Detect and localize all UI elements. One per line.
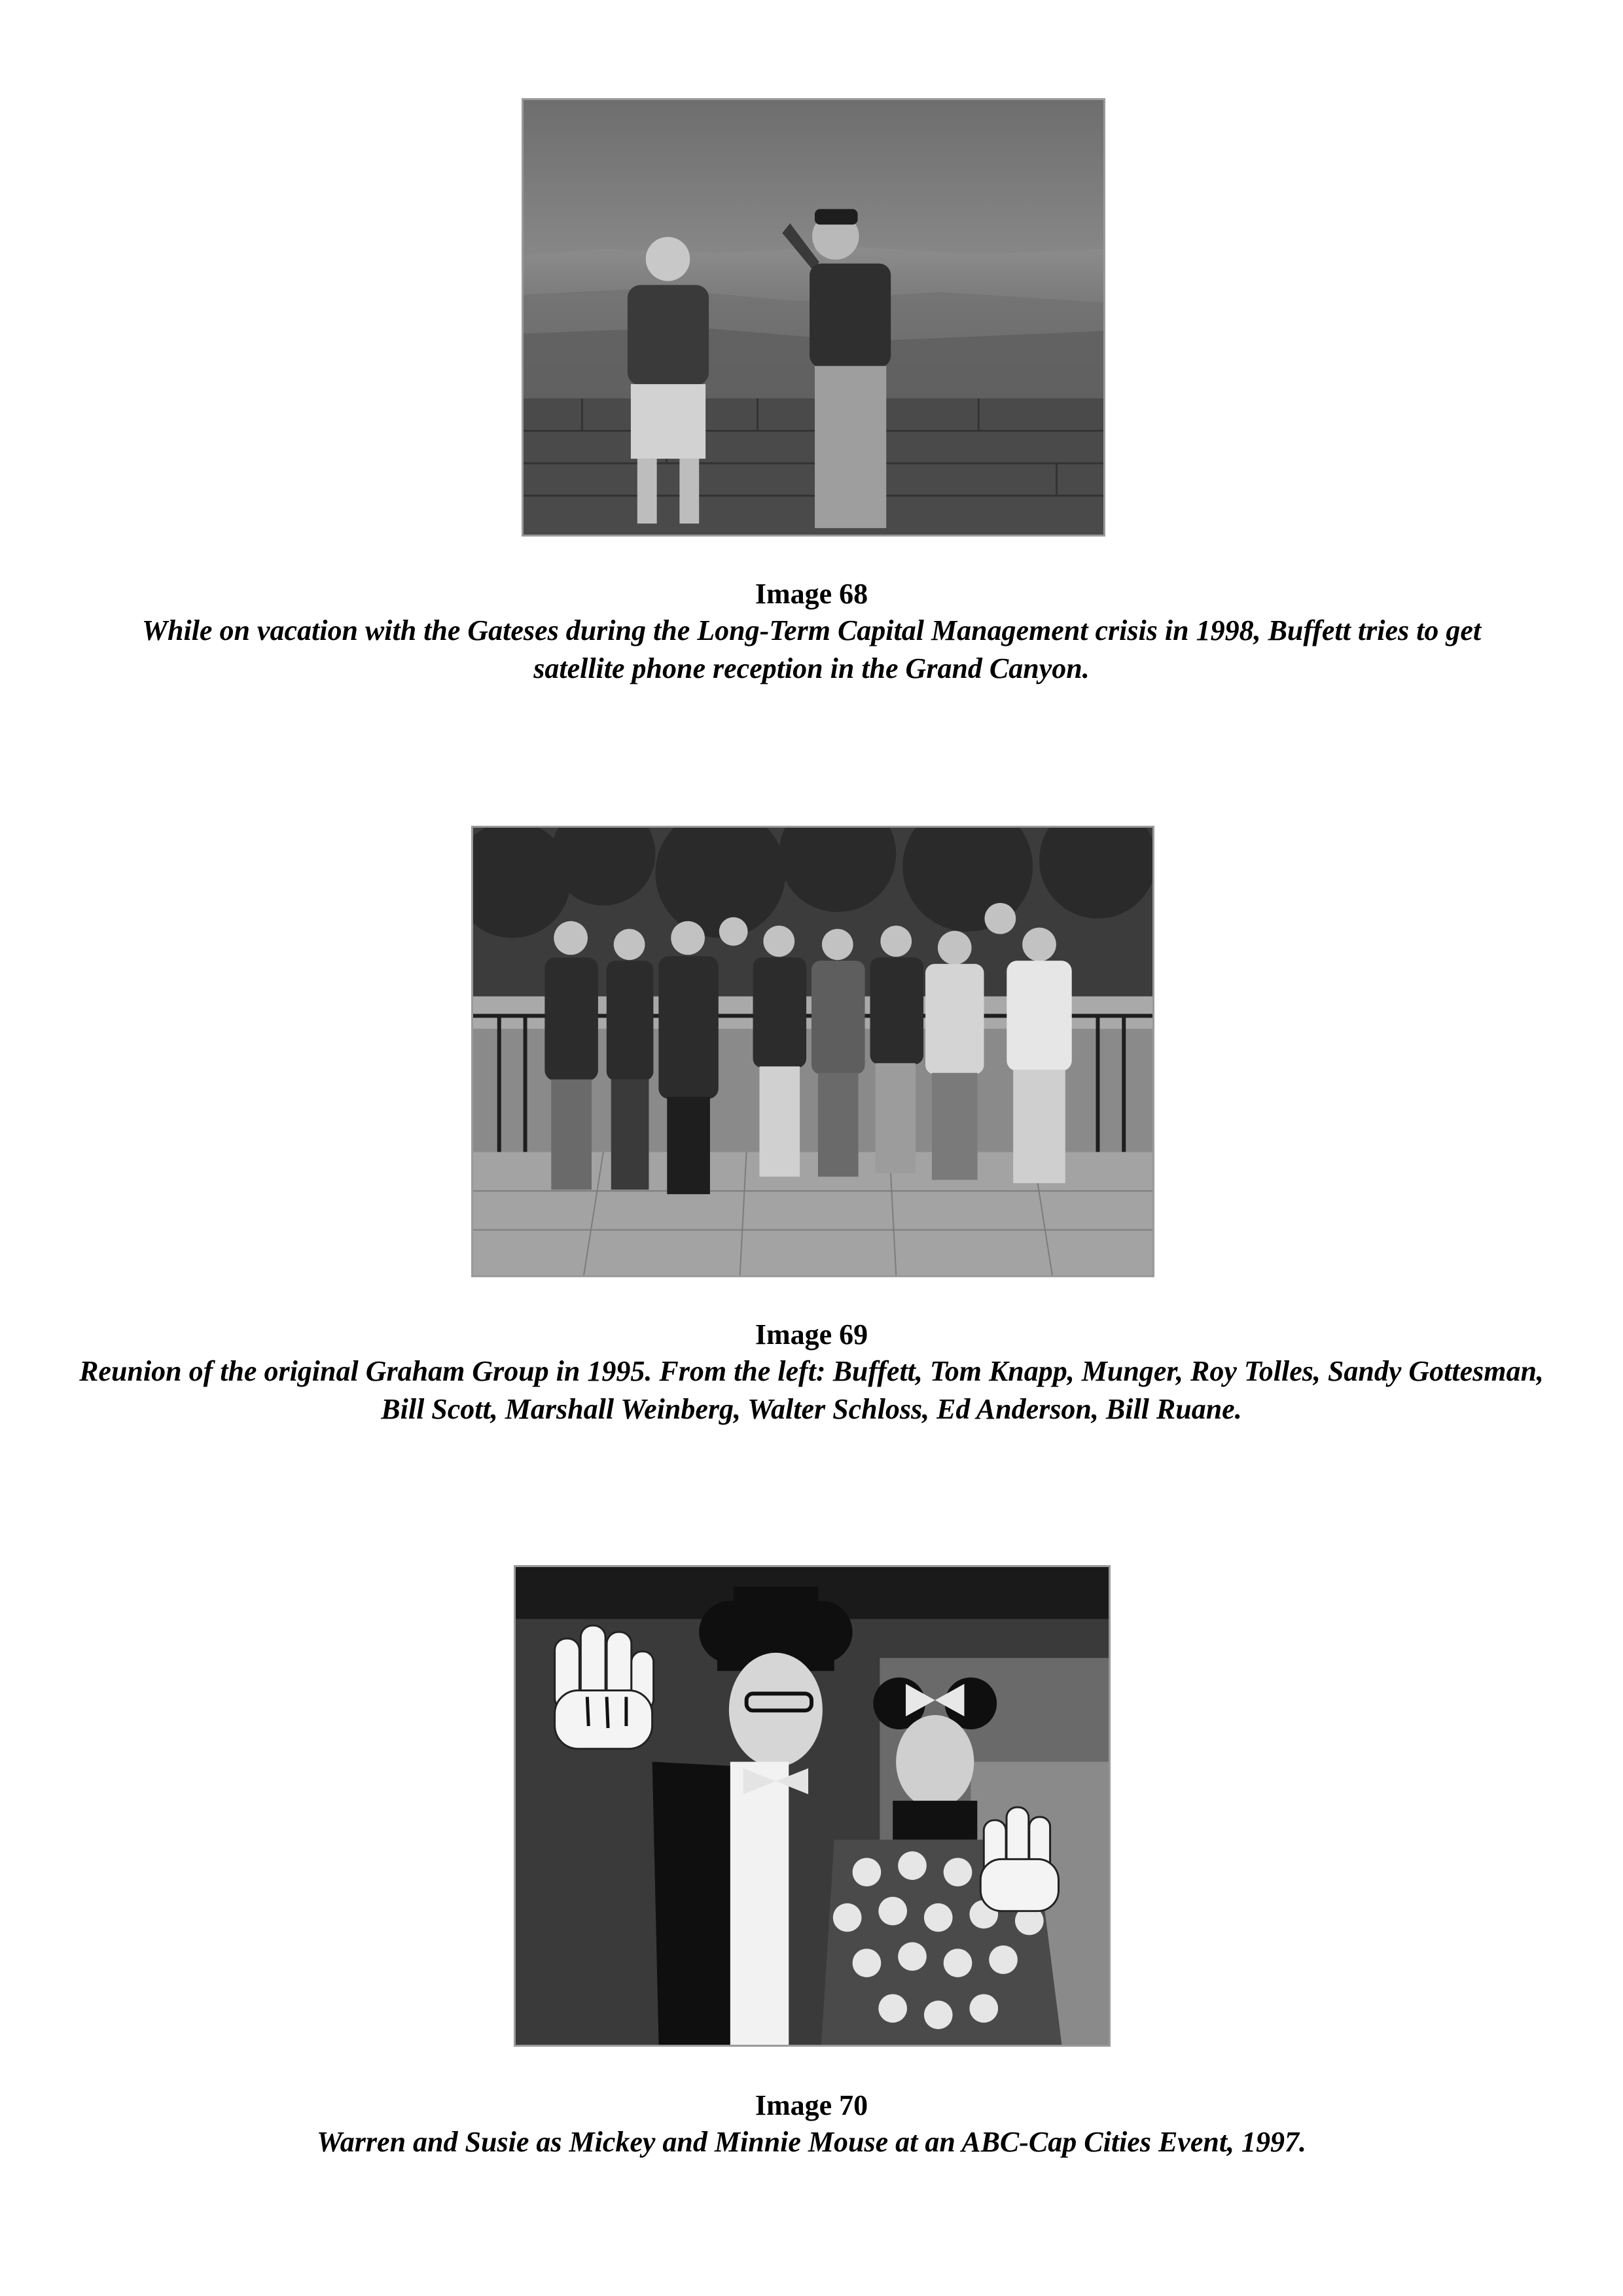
photo-mickey-minnie-image (516, 1567, 1109, 2045)
photo-graham-group-image (473, 828, 1152, 1275)
photo-mickey-minnie (514, 1565, 1111, 2047)
image-caption: Warren and Susie as Mickey and Minnie Mouse at an ABC-Cap Cities Event, 1997. (316, 2126, 1307, 2158)
photo-graham-group (471, 826, 1154, 1277)
image-caption: While on vacation with the Gateses during the Long-Term Capital Management crisis in 1998, Buffett tries to get satellite phone reception in the Grand Canyon. (141, 614, 1482, 684)
photo-grand-canyon-image (524, 100, 1103, 535)
photo-grand-canyon (522, 98, 1105, 537)
image-label: Image 70 (755, 2089, 868, 2121)
image-label: Image 69 (755, 1318, 868, 1351)
caption-image-69 (0, 1317, 1623, 1428)
image-label: Image 68 (755, 578, 868, 610)
caption-image-70 (0, 2088, 1623, 2161)
image-caption: Reunion of the original Graham Group in 1995. From the left: Buffett, Tom Knapp, Munger, Roy Tolles, Sandy Gottesman, Bill Scott, Marshall Weinberg, Walter Schloss, Ed Anderson, Bill Ruane. (79, 1355, 1544, 1425)
caption-image-68 (0, 576, 1623, 688)
